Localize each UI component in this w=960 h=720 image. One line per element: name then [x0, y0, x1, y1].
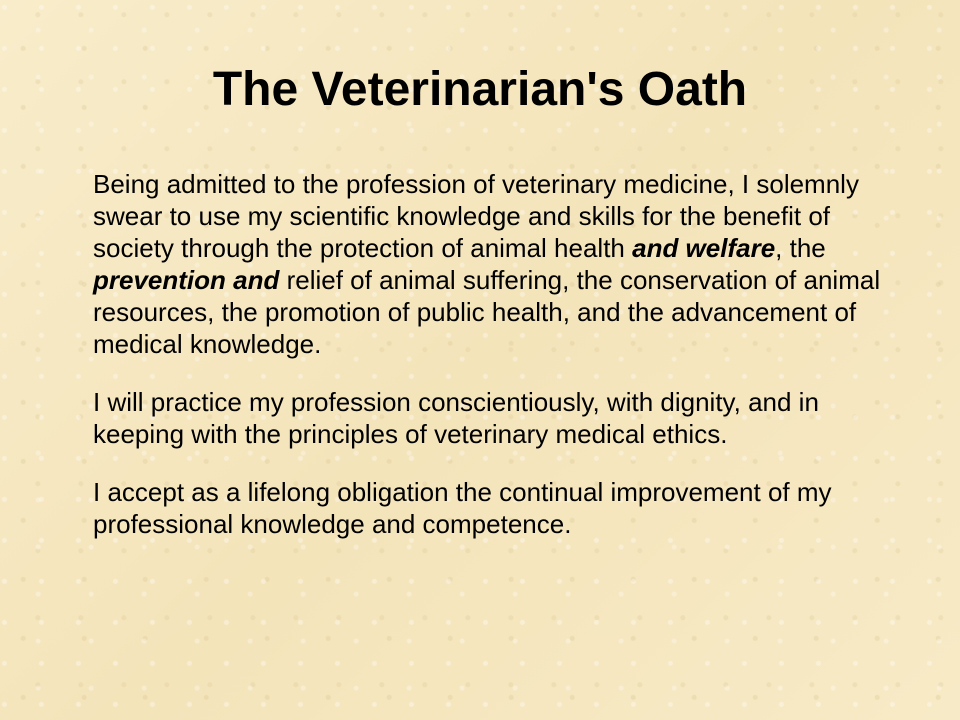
oath-paragraph-2: I will practice my profession conscientiously, with dignity, and in keeping with the principles of veterinary medical ethics.	[93, 387, 819, 449]
paragraph-1-text-c: relief of animal suffering, the conservation of animal resources, the promotion of public health, and the advancement of medical knowledge.	[93, 265, 881, 359]
oath-paragraph-3: I accept as a lifelong obligation the continual improvement of my professional knowledge and competence.	[93, 477, 832, 539]
paragraph-1-text-b: , the	[775, 233, 826, 263]
paragraph-1-text-a: Being admitted to the profession of veterinary medicine, I solemnly swear to use my scientific knowledge and skills for the benefit of society through the protection of animal health	[93, 169, 859, 263]
oath-paragraph-1	[93, 168, 893, 360]
slide-title: The Veterinarian's Oath	[212, 63, 748, 116]
oath-body	[93, 168, 893, 566]
paragraph-1-emphasis-prevention: prevention and	[93, 265, 280, 295]
paragraph-1-emphasis-welfare: and welfare	[632, 233, 776, 263]
